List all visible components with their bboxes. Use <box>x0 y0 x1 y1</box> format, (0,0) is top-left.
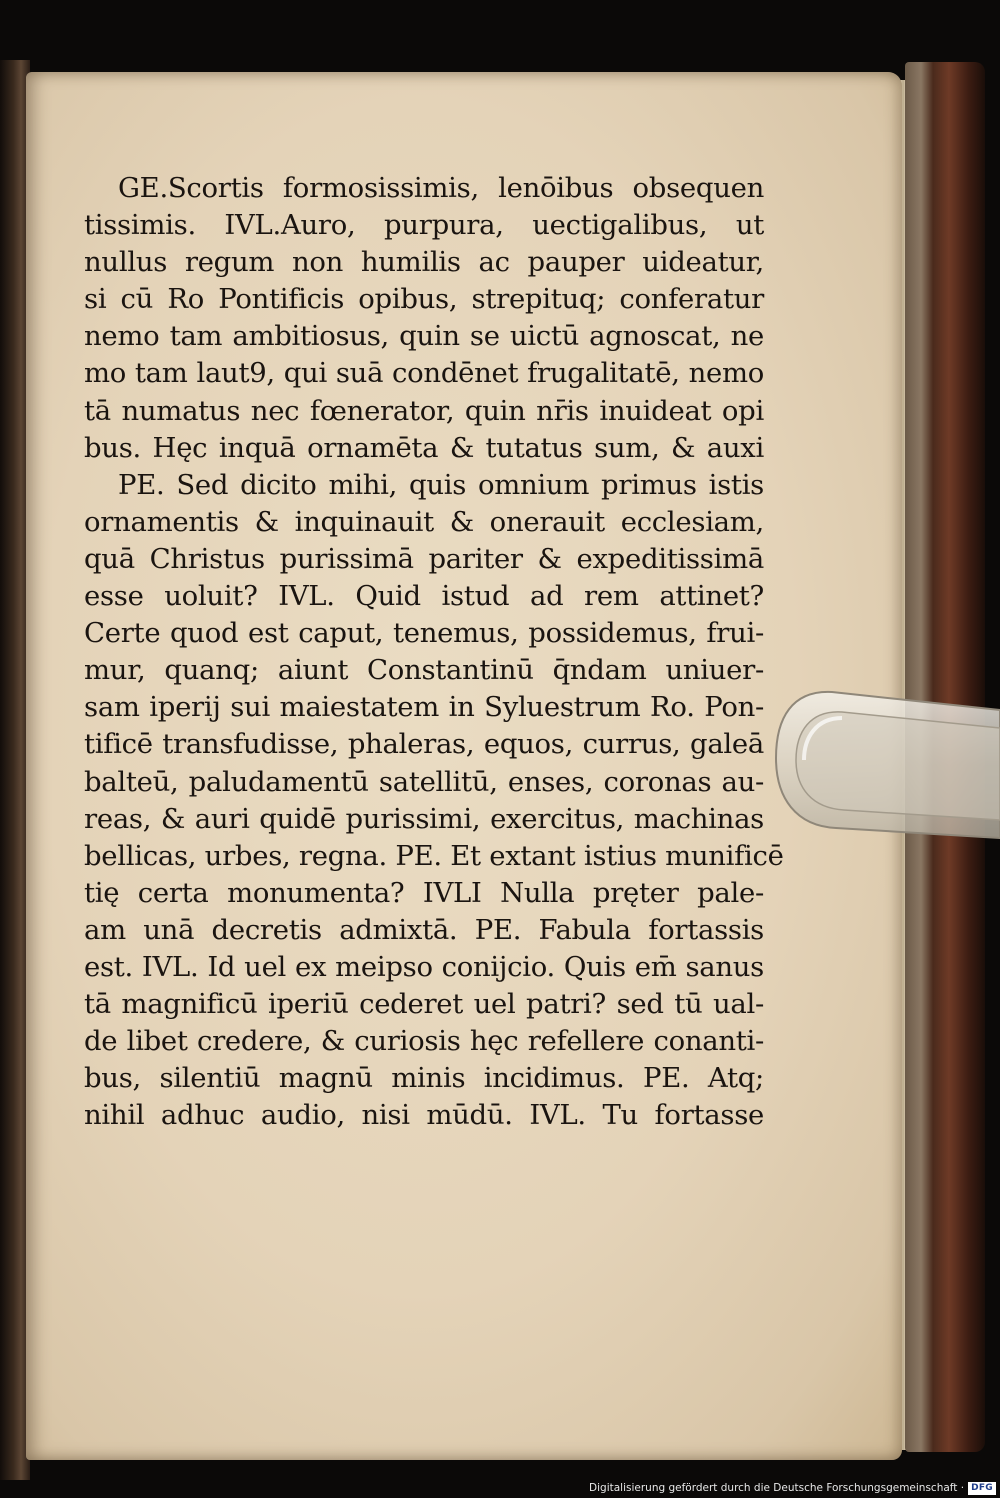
text-line: GE.Scortis formosissimis, lenōibus obsequen <box>118 172 764 204</box>
text-line: nemo tam ambitiosus, quin se uictū agnoscat, ne <box>84 320 764 353</box>
text-line: tā numatus nec fœnerator, quin nr̄is inuideat opi <box>84 394 764 427</box>
text-line: quā Christus purissimā pariter & expeditissimā <box>84 542 764 575</box>
text-line: nullus regum non humilis ac pauper uideatur, <box>84 246 764 279</box>
text-line: bus, silentiū magnū minis incidimus. PE. Atq; <box>84 1062 764 1095</box>
text-line: tissimis. IVL.Auro, purpura, uectigalibus, ut <box>84 209 764 242</box>
text-line: Certe quod est caput, tenemus, possidemus, frui- <box>84 617 764 650</box>
text-line: nihil adhuc audio, nisi mūdū. IVL. Tu fortasse <box>84 1099 764 1132</box>
text-line: bus. Hęc inquā ornamēta & tutatus sum, & auxi <box>84 431 764 464</box>
text-line: tificē transfudisse, phaleras, equos, currus, galeā <box>84 728 764 761</box>
text-line: mur, quanq; aiunt Constantinū q̄ndam uniuer- <box>84 654 764 687</box>
text-line: PE. Sed dicito mihi, quis omnium primus istis <box>118 468 764 501</box>
footer-credit: Digitalisierung gefördert durch die Deutsche Forschungsgemeinschaft · <box>589 1482 965 1494</box>
text-line: mo tam laut9, qui suā condēnet frugalitatē, nemo <box>84 357 764 390</box>
text-line: sam iperij sui maiestatem in Syluestrum Ro. Pon- <box>84 691 764 724</box>
footer-credit-bar <box>576 1478 1000 1498</box>
text-line: tię certa monumenta? IVLI Nulla pręter pale- <box>84 876 764 909</box>
text-line: reas, & auri quidē purissimi, exercitus, machinas <box>84 802 764 835</box>
page-text <box>84 170 784 1134</box>
text-line: si cū Ro Pontificis opibus, strepituq; conferatur <box>84 283 764 316</box>
text-line: balteū, paludamentū satellitū, enses, coronas au- <box>84 765 764 798</box>
text-line: ornamentis & inquinauit & onerauit ecclesiam, <box>84 505 764 538</box>
text-line: am unā decretis admixtā. PE. Fabula fortassis <box>84 913 764 946</box>
text-line: de libet credere, & curiosis hęc refellere conanti- <box>84 1025 764 1058</box>
text-line: esse uoluit? IVL. Quid istud ad rem attinet? <box>84 580 764 613</box>
text-line: bellicas, urbes, regna. PE. Et extant istius munificē <box>84 839 784 872</box>
page-clip <box>772 688 1000 848</box>
text-line: tā magnificū iperiū cederet uel patri? sed tū ual- <box>84 988 764 1021</box>
text-line: est. IVL. Id uel ex meipso conijcio. Quis em̄ sanus <box>84 950 764 983</box>
dfg-logo-icon: DFG <box>968 1482 996 1495</box>
